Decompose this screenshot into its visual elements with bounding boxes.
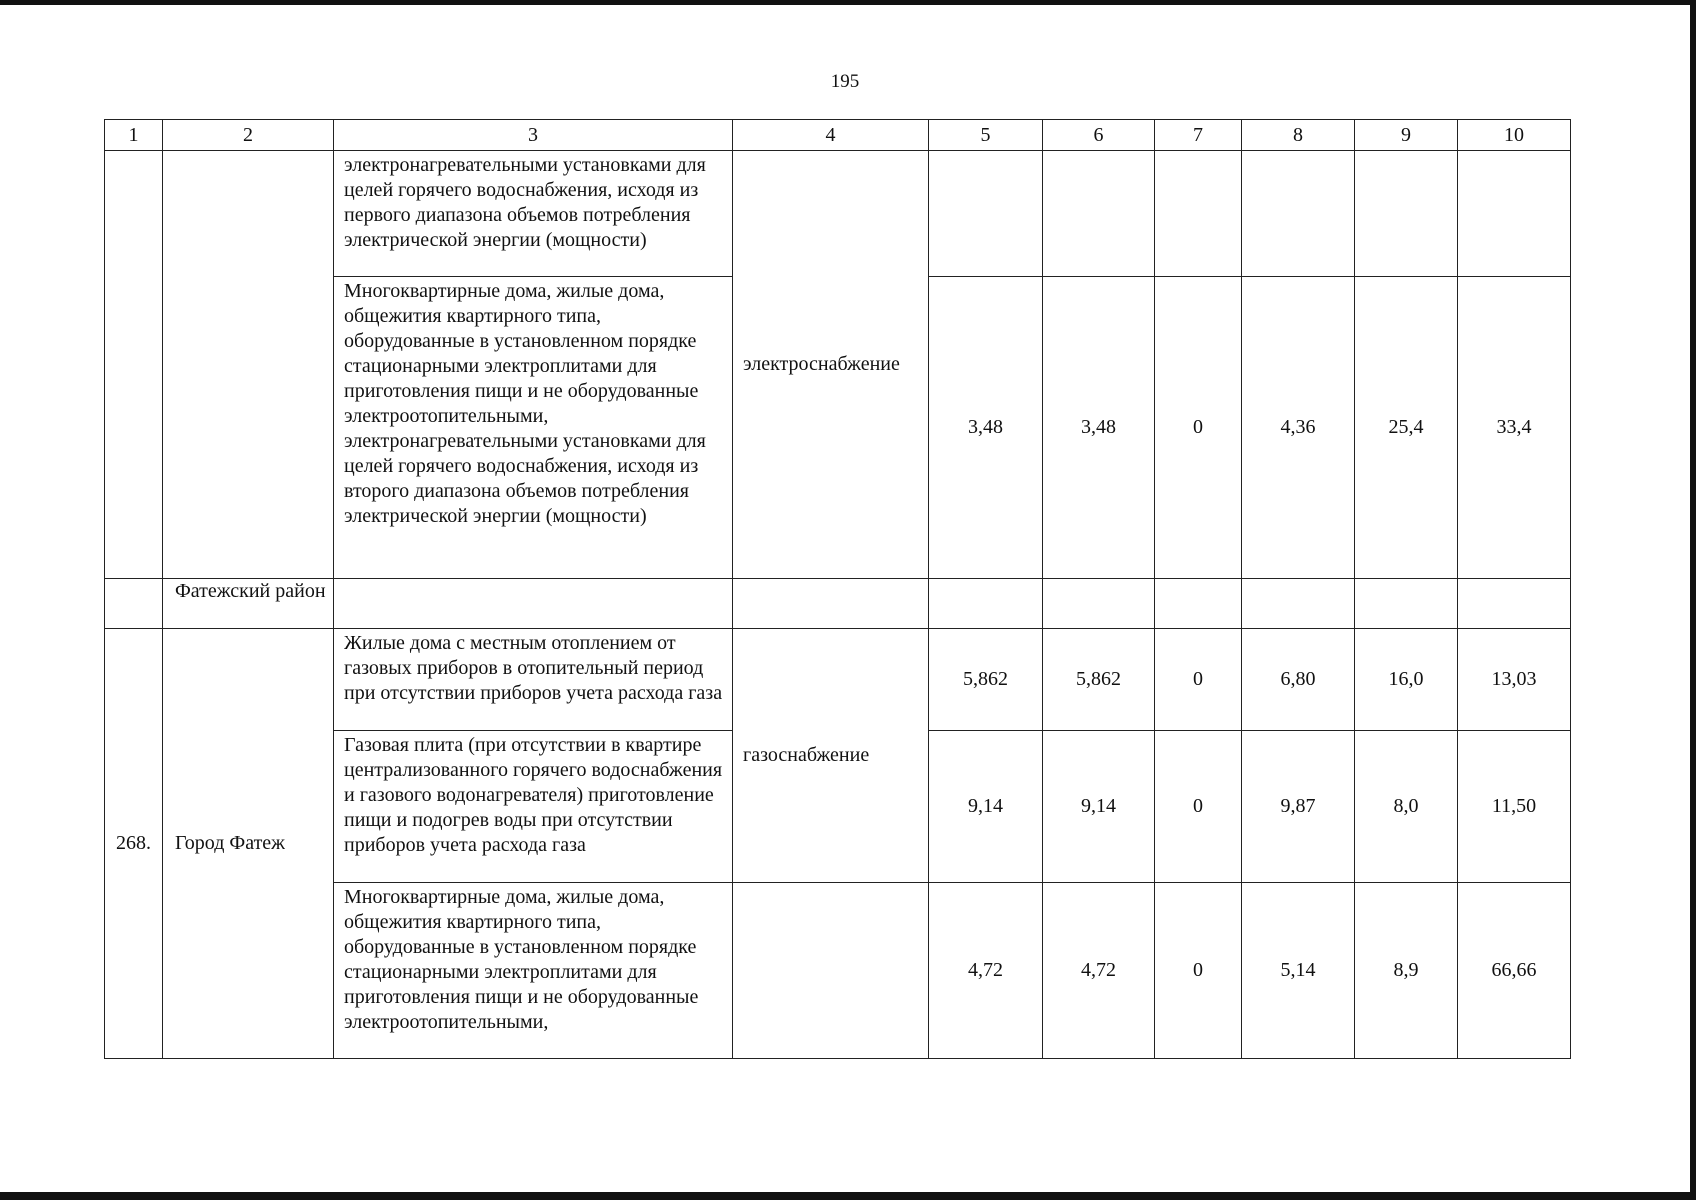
value-cell: 0	[1155, 277, 1242, 579]
column-header: 1	[105, 120, 163, 151]
settlement-name: Город Фатеж	[163, 629, 334, 1059]
row-index: 268.	[105, 629, 163, 1059]
index-cell-empty	[105, 579, 163, 629]
column-header: 4	[733, 120, 929, 151]
category-description: Многоквартирные дома, жилые дома, общежития квартирного типа, оборудованные в установленном порядке стационарными электроплитами для приготовления пищи и не оборудованные электроотопительными, электронагревательными установками для целей горячего водоснабжения, исходя из второго диапазона объемов потребления электрической энергии (мощности)	[334, 277, 733, 579]
value-cell: 0	[1155, 883, 1242, 1059]
column-header: 5	[929, 120, 1043, 151]
value-cell: 11,50	[1458, 731, 1571, 883]
service-type: электроснабжение	[733, 151, 929, 579]
value-cell: 0	[1155, 629, 1242, 731]
value-cell: 4,36	[1242, 277, 1355, 579]
category-description: Жилые дома с местным отоплением от газовых приборов в отопительный период при отсутствии приборов учета расхода газа	[334, 629, 733, 731]
table-row	[105, 629, 1571, 731]
column-header: 8	[1242, 120, 1355, 151]
service-type: газоснабжение	[733, 629, 929, 883]
column-header: 3	[334, 120, 733, 151]
category-description: электронагревательными установками для целей горячего водоснабжения, исходя из первого диапазона объемов потребления электрической энергии (мощности)	[334, 151, 733, 277]
value-cell	[1043, 151, 1155, 277]
table-row	[105, 151, 1571, 277]
value-cell	[1155, 151, 1242, 277]
index-cell-empty	[105, 151, 163, 579]
column-header: 9	[1355, 120, 1458, 151]
region-name: Фатежский район	[163, 579, 334, 629]
value-cell: 4,72	[929, 883, 1043, 1059]
value-cell: 9,87	[1242, 731, 1355, 883]
column-header: 10	[1458, 120, 1571, 151]
value-cell	[1458, 151, 1571, 277]
value-cell: 5,14	[1242, 883, 1355, 1059]
value-cell: 8,0	[1355, 731, 1458, 883]
value-cell: 5,862	[929, 629, 1043, 731]
value-cell	[1242, 151, 1355, 277]
value-cell: 66,66	[1458, 883, 1571, 1059]
value-cell: 4,72	[1043, 883, 1155, 1059]
value-cell: 6,80	[1242, 629, 1355, 731]
settlement-cell-empty	[163, 151, 334, 579]
value-cell: 5,862	[1043, 629, 1155, 731]
value-cell: 3,48	[1043, 277, 1155, 579]
page-number: 195	[830, 71, 860, 92]
category-description: Газовая плита (при отсутствии в квартире централизованного горячего водоснабжения и газового водонагревателя) приготовление пищи и подогрев воды при отсутствии приборов учета расхода газа	[334, 731, 733, 883]
value-cell: 25,4	[1355, 277, 1458, 579]
column-header: 7	[1155, 120, 1242, 151]
value-cell: 16,0	[1355, 629, 1458, 731]
column-number-row	[105, 120, 1571, 151]
service-cell-empty	[733, 883, 929, 1059]
column-header: 6	[1043, 120, 1155, 151]
region-row	[105, 579, 1571, 629]
value-cell: 13,03	[1458, 629, 1571, 731]
value-cell	[929, 151, 1043, 277]
tariff-table	[104, 119, 1571, 1059]
value-cell: 33,4	[1458, 277, 1571, 579]
value-cell: 8,9	[1355, 883, 1458, 1059]
column-header: 2	[163, 120, 334, 151]
value-cell: 3,48	[929, 277, 1043, 579]
value-cell: 9,14	[929, 731, 1043, 883]
value-cell	[1355, 151, 1458, 277]
value-cell: 9,14	[1043, 731, 1155, 883]
category-description: Многоквартирные дома, жилые дома, общежития квартирного типа, оборудованные в установленном порядке стационарными электроплитами для приготовления пищи и не оборудованные электроотопительными,	[334, 883, 733, 1059]
value-cell: 0	[1155, 731, 1242, 883]
